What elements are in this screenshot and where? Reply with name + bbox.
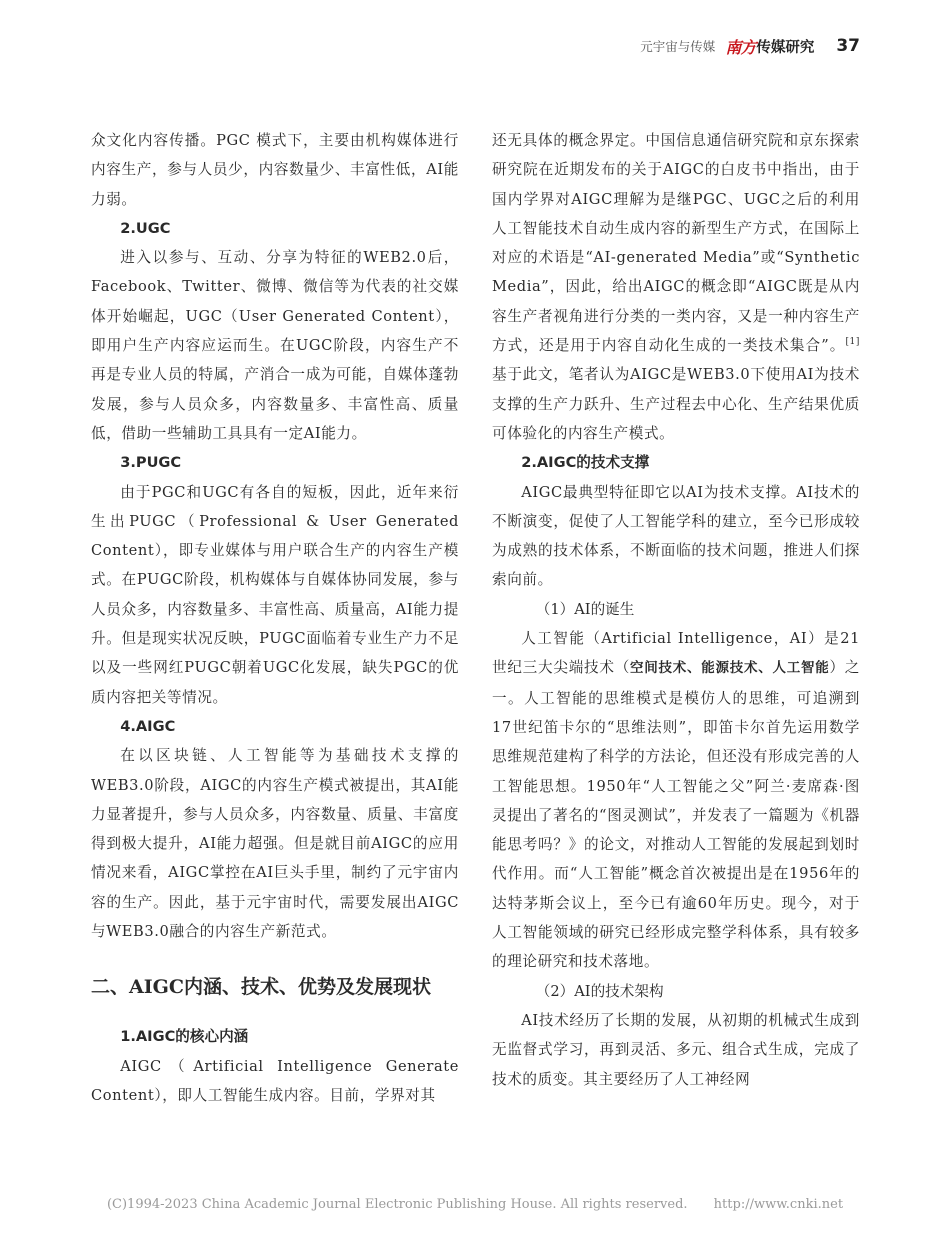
paragraph-pgc-end: 众文化内容传播。PGC 模式下，主要由机构媒体进行内容生产，参与人员少，内容数量少、丰富性低，AI能力弱。	[91, 132, 459, 208]
ai-birth-key-techs: 空间技术、能源技术、人工智能	[630, 660, 830, 677]
page-header	[640, 34, 860, 58]
header-section-name: 元宇宙与传媒	[640, 39, 716, 54]
journal-brand	[725, 35, 814, 58]
heading-aigc-tech: 2.AIGC的技术支撑	[521, 454, 650, 472]
page-footer	[0, 1197, 950, 1212]
journal-name: 传媒研究	[756, 39, 815, 56]
paragraph-aigc-definition	[492, 126, 860, 448]
heading-ai-birth: （1）AI的诞生	[535, 600, 635, 618]
heading-aigc-core: 1.AIGC的核心内涵	[120, 1028, 249, 1046]
ai-birth-text-a: 人工智能（Artificial Intelligence，AI）是21世纪三大尖端技术（	[492, 630, 860, 677]
heading-aigc: 4.AIGC	[120, 717, 176, 735]
definition-text-b: 基于此文，笔者认为AIGC是WEB3.0下使用AI为技术支撑的生产力跃升、生产过程去中心化、生产结果优质可体验化的内容生产模式。	[492, 366, 860, 442]
ai-birth-text-b: ）之一。人工智能的思维模式是模仿人的思维，可追溯到17世纪笛卡尔的“思维法则”，即笛卡尔首先运用数学思维规范建构了科学的方法论，但还没有形成完善的人工智能思想。1950年“人工智能之父”阿兰·麦席森·图灵提出了著名的“图灵测试”，并发表了一篇题为《机器能思考吗？》的论文，对推动人工智能的发展起到划时代作用。而“人工智能”概念首次被提出是在1956年的达特茅斯会议上，至今已有逾60年历史。现今，对于人工智能领域的研究已经形成完整学科体系，具有较多的理论研究和技术落地。	[492, 659, 861, 971]
journal-logo: 南方	[725, 37, 756, 57]
citation-ref-1: [1]	[845, 337, 860, 348]
paragraph-ai-birth	[492, 624, 860, 977]
paragraph-aigc-core: AIGC（Artificial Intelligence Generate Content），即人工智能生成内容。目前，学界对其	[91, 1057, 459, 1104]
right-column	[492, 126, 860, 1094]
page-number: 37	[836, 36, 860, 56]
paragraph-aigc-tech: AIGC最典型特征即它以AI为技术支撑。AI技术的不断演变，促使了人工智能学科的建立，至今已形成较为成熟的技术体系，不断面临的技术问题，推进人们探索向前。	[492, 483, 860, 589]
section-title: 二、AIGC内涵、技术、优势及发展现状	[91, 976, 431, 999]
paragraph-ugc: 进入以参与、互动、分享为特征的WEB2.0后，Facebook、Twitter、微博、微信等为代表的社交媒体开始崛起，UGC（User Generated Content），即用户生产内容应运而生。在UGC阶段，内容生产不再是专业人员的特属，产消合一成为可能，自媒体蓬勃发展，参与人员众多，内容数量多、丰富性高、质量低，借助一些辅助工具具有一定AI能力。	[91, 249, 459, 442]
definition-text-a: 还无具体的概念界定。中国信息通信研究院和京东探索研究院在近期发布的关于AIGC的白皮书中指出，由于国内学界对AIGC理解为是继PGC、UGC之后的利用人工智能技术自动生成内容的新型生产方式，在国际上对应的术语是“AI-generated Media”或“Synthetic Media”，因此，给出AIGC的概念即“AIGC既是从内容生产者视角进行分类的一类内容，又是一种内容生产方式，还是用于内容自动化生成的一类技术集合”。	[492, 132, 860, 355]
heading-ugc: 2.UGC	[120, 219, 171, 237]
paragraph-aigc: 在以区块链、人工智能等为基础技术支撑的WEB3.0阶段，AIGC的内容生产模式被提出，其AI能力显著提升，参与人员众多，内容数量、质量、丰富度得到极大提升，AI能力超强。但是就目前AIGC的应用情况来看，AIGC掌控在AI巨头手里，制约了元宇宙内容的生产。因此，基于元宇宙时代，需要发展出AIGC与WEB3.0融合的内容生产新范式。	[91, 747, 459, 941]
left-column	[91, 126, 459, 1110]
heading-ai-architecture: （2）AI的技术架构	[535, 982, 664, 1000]
cnki-url: http://www.cnki.net	[713, 1197, 844, 1212]
copyright-notice: (C)1994-2023 China Academic Journal Electronic Publishing House. All rights reserved.	[106, 1197, 688, 1212]
paragraph-pugc: 由于PGC和UGC有各自的短板，因此，近年来衍生出PUGC（Professional & User Generated Content），即专业媒体与用户联合生产的内容生产模式。在PUGC阶段，机构媒体与自媒体协同发展，参与人员众多，内容数量多、丰富性高、质量高，AI能力提升。但是现实状况反映，PUGC面临着专业生产力不足以及一些网红PUGC朝着UGC化发展，缺失PGC的优质内容把关等情况。	[91, 483, 459, 706]
paragraph-ai-architecture: AI技术经历了长期的发展，从初期的机械式生成到无监督式学习，再到灵活、多元、组合式生成，完成了技术的质变。其主要经历了人工神经网	[492, 1011, 860, 1088]
heading-pugc: 3.PUGC	[120, 454, 182, 472]
